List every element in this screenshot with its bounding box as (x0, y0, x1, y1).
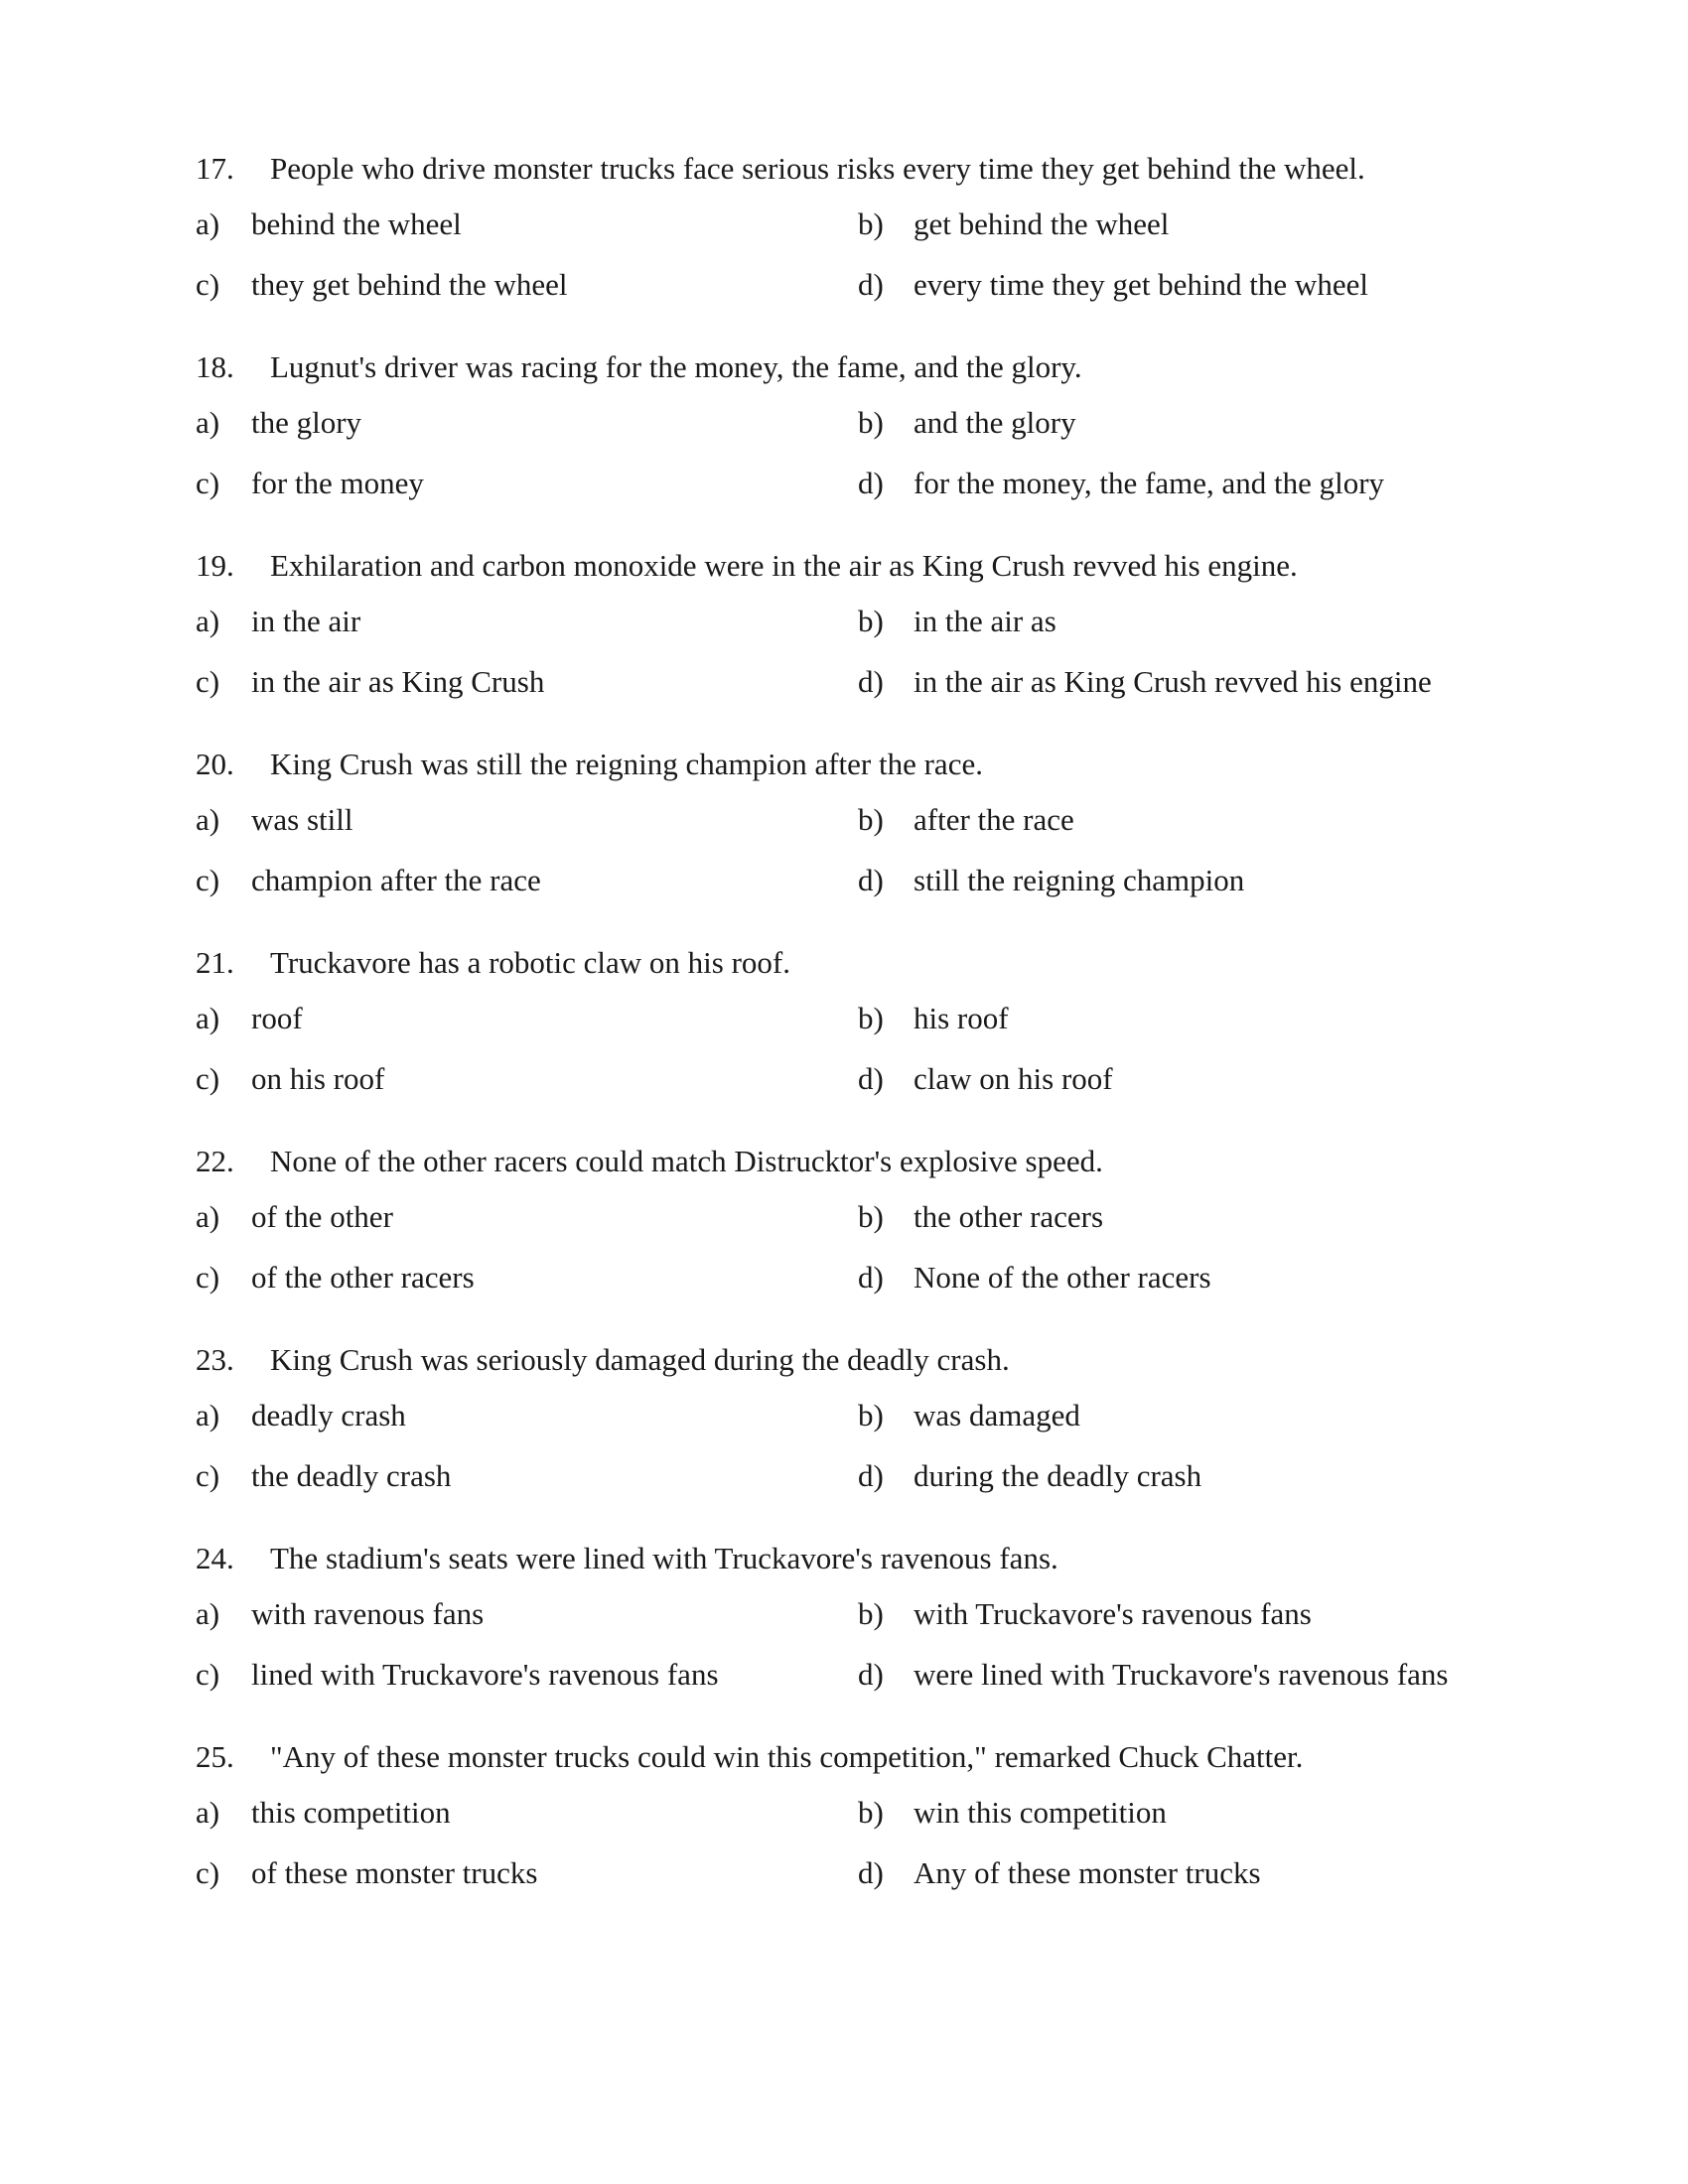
option-letter: c) (196, 466, 220, 500)
question-number: 17. (196, 151, 234, 186)
option-text: was damaged (914, 1398, 1080, 1433)
option-letter: a) (196, 604, 220, 638)
question-20 (196, 740, 1506, 910)
option-letter: b) (858, 802, 884, 837)
option-letter: b) (858, 604, 884, 638)
option-text: still the reigning champion (914, 863, 1245, 897)
option-text: Any of these monster trucks (914, 1855, 1261, 1890)
option-row (196, 254, 1506, 315)
option-letter: b) (858, 405, 884, 440)
question-text: Lugnut's driver was racing for the money, the fame, and the glory. (270, 349, 1082, 384)
question-number: 21. (196, 945, 234, 980)
option-letter: c) (196, 1061, 220, 1096)
option-text: his roof (914, 1001, 1009, 1035)
option-text: behind the wheel (251, 206, 462, 241)
question-18 (196, 342, 1506, 513)
question-number: 20. (196, 747, 234, 781)
option-text: in the air as (914, 604, 1056, 638)
question-number: 25. (196, 1739, 234, 1774)
question-number: 23. (196, 1342, 234, 1377)
option-letter: d) (858, 466, 884, 500)
option-letter: a) (196, 405, 220, 440)
option-row (196, 1186, 1506, 1247)
option-text: during the deadly crash (914, 1458, 1202, 1493)
option-row (196, 1048, 1506, 1109)
option-row (196, 1644, 1506, 1705)
question-stem (196, 740, 1506, 789)
question-number: 22. (196, 1144, 234, 1178)
option-text: of the other racers (251, 1260, 475, 1295)
option-text: None of the other racers (914, 1260, 1211, 1295)
option-letter: c) (196, 1260, 220, 1295)
option-text: in the air (251, 604, 361, 638)
question-22 (196, 1137, 1506, 1307)
question-17 (196, 144, 1506, 315)
option-text: win this competition (914, 1795, 1167, 1830)
option-text: the glory (251, 405, 362, 440)
option-letter: d) (858, 1657, 884, 1692)
question-text: King Crush was still the reigning champion after the race. (270, 747, 983, 781)
option-text: deadly crash (251, 1398, 406, 1433)
question-text: Truckavore has a robotic claw on his roof. (270, 945, 791, 980)
option-row (196, 1583, 1506, 1644)
option-letter: a) (196, 1795, 220, 1830)
option-letter: b) (858, 1795, 884, 1830)
option-letter: c) (196, 664, 220, 699)
option-text: after the race (914, 802, 1074, 837)
option-text: every time they get behind the wheel (914, 267, 1368, 302)
option-letter: b) (858, 1398, 884, 1433)
question-text: King Crush was seriously damaged during the deadly crash. (270, 1342, 1010, 1377)
option-letter: b) (858, 206, 884, 241)
question-stem (196, 1335, 1506, 1385)
question-text: The stadium's seats were lined with Truckavore's ravenous fans. (270, 1541, 1058, 1575)
option-letter: d) (858, 863, 884, 897)
question-21 (196, 938, 1506, 1109)
option-letter: c) (196, 267, 220, 302)
question-25 (196, 1732, 1506, 1903)
option-letter: d) (858, 1061, 884, 1096)
question-stem (196, 1732, 1506, 1782)
option-text: and the glory (914, 405, 1076, 440)
option-text: on his roof (251, 1061, 385, 1096)
option-row (196, 789, 1506, 850)
option-text: for the money, the fame, and the glory (914, 466, 1385, 500)
option-letter: b) (858, 1596, 884, 1631)
option-row (196, 1385, 1506, 1445)
option-letter: d) (858, 664, 884, 699)
question-24 (196, 1534, 1506, 1705)
option-row (196, 1247, 1506, 1307)
option-letter: a) (196, 206, 220, 241)
option-text: was still (251, 802, 353, 837)
question-stem (196, 1534, 1506, 1583)
option-text: lined with Truckavore's ravenous fans (251, 1657, 719, 1692)
option-text: in the air as King Crush (251, 664, 545, 699)
option-letter: c) (196, 863, 220, 897)
option-text: the deadly crash (251, 1458, 452, 1493)
option-text: of the other (251, 1199, 393, 1234)
option-letter: d) (858, 267, 884, 302)
option-letter: a) (196, 1398, 220, 1433)
option-letter: b) (858, 1199, 884, 1234)
option-letter: c) (196, 1458, 220, 1493)
question-number: 19. (196, 548, 234, 583)
question-number: 18. (196, 349, 234, 384)
option-letter: c) (196, 1657, 220, 1692)
option-letter: a) (196, 1596, 220, 1631)
option-text: with ravenous fans (251, 1596, 485, 1631)
question-stem (196, 144, 1506, 194)
option-letter: c) (196, 1855, 220, 1890)
option-row (196, 850, 1506, 910)
question-text: "Any of these monster trucks could win this competition," remarked Chuck Chatter. (270, 1739, 1304, 1774)
option-letter: a) (196, 1199, 220, 1234)
option-row (196, 453, 1506, 513)
option-letter: a) (196, 802, 220, 837)
question-number: 24. (196, 1541, 234, 1575)
option-text: were lined with Truckavore's ravenous fans (914, 1657, 1449, 1692)
option-text: claw on his roof (914, 1061, 1113, 1096)
option-text: champion after the race (251, 863, 541, 897)
question-stem (196, 938, 1506, 988)
question-stem (196, 541, 1506, 591)
option-row (196, 1782, 1506, 1843)
option-text: they get behind the wheel (251, 267, 568, 302)
option-letter: d) (858, 1855, 884, 1890)
question-stem (196, 1137, 1506, 1186)
question-text: People who drive monster trucks face serious risks every time they get behind the wheel. (270, 151, 1365, 186)
option-row (196, 1843, 1506, 1903)
option-text: for the money (251, 466, 424, 500)
option-row (196, 194, 1506, 254)
question-text: None of the other racers could match Distrucktor's explosive speed. (270, 1144, 1103, 1178)
option-text: roof (251, 1001, 303, 1035)
option-row (196, 591, 1506, 651)
question-stem (196, 342, 1506, 392)
option-row (196, 392, 1506, 453)
question-23 (196, 1335, 1506, 1506)
question-19 (196, 541, 1506, 712)
option-text: in the air as King Crush revved his engine (914, 664, 1432, 699)
option-text: with Truckavore's ravenous fans (914, 1596, 1312, 1631)
option-row (196, 988, 1506, 1048)
option-text: the other racers (914, 1199, 1104, 1234)
option-row (196, 1445, 1506, 1506)
option-text: get behind the wheel (914, 206, 1170, 241)
question-text: Exhilaration and carbon monoxide were in the air as King Crush revved his engine. (270, 548, 1298, 583)
option-text: of these monster trucks (251, 1855, 538, 1890)
option-letter: d) (858, 1260, 884, 1295)
option-row (196, 651, 1506, 712)
option-letter: d) (858, 1458, 884, 1493)
option-text: this competition (251, 1795, 451, 1830)
option-letter: a) (196, 1001, 220, 1035)
option-letter: b) (858, 1001, 884, 1035)
